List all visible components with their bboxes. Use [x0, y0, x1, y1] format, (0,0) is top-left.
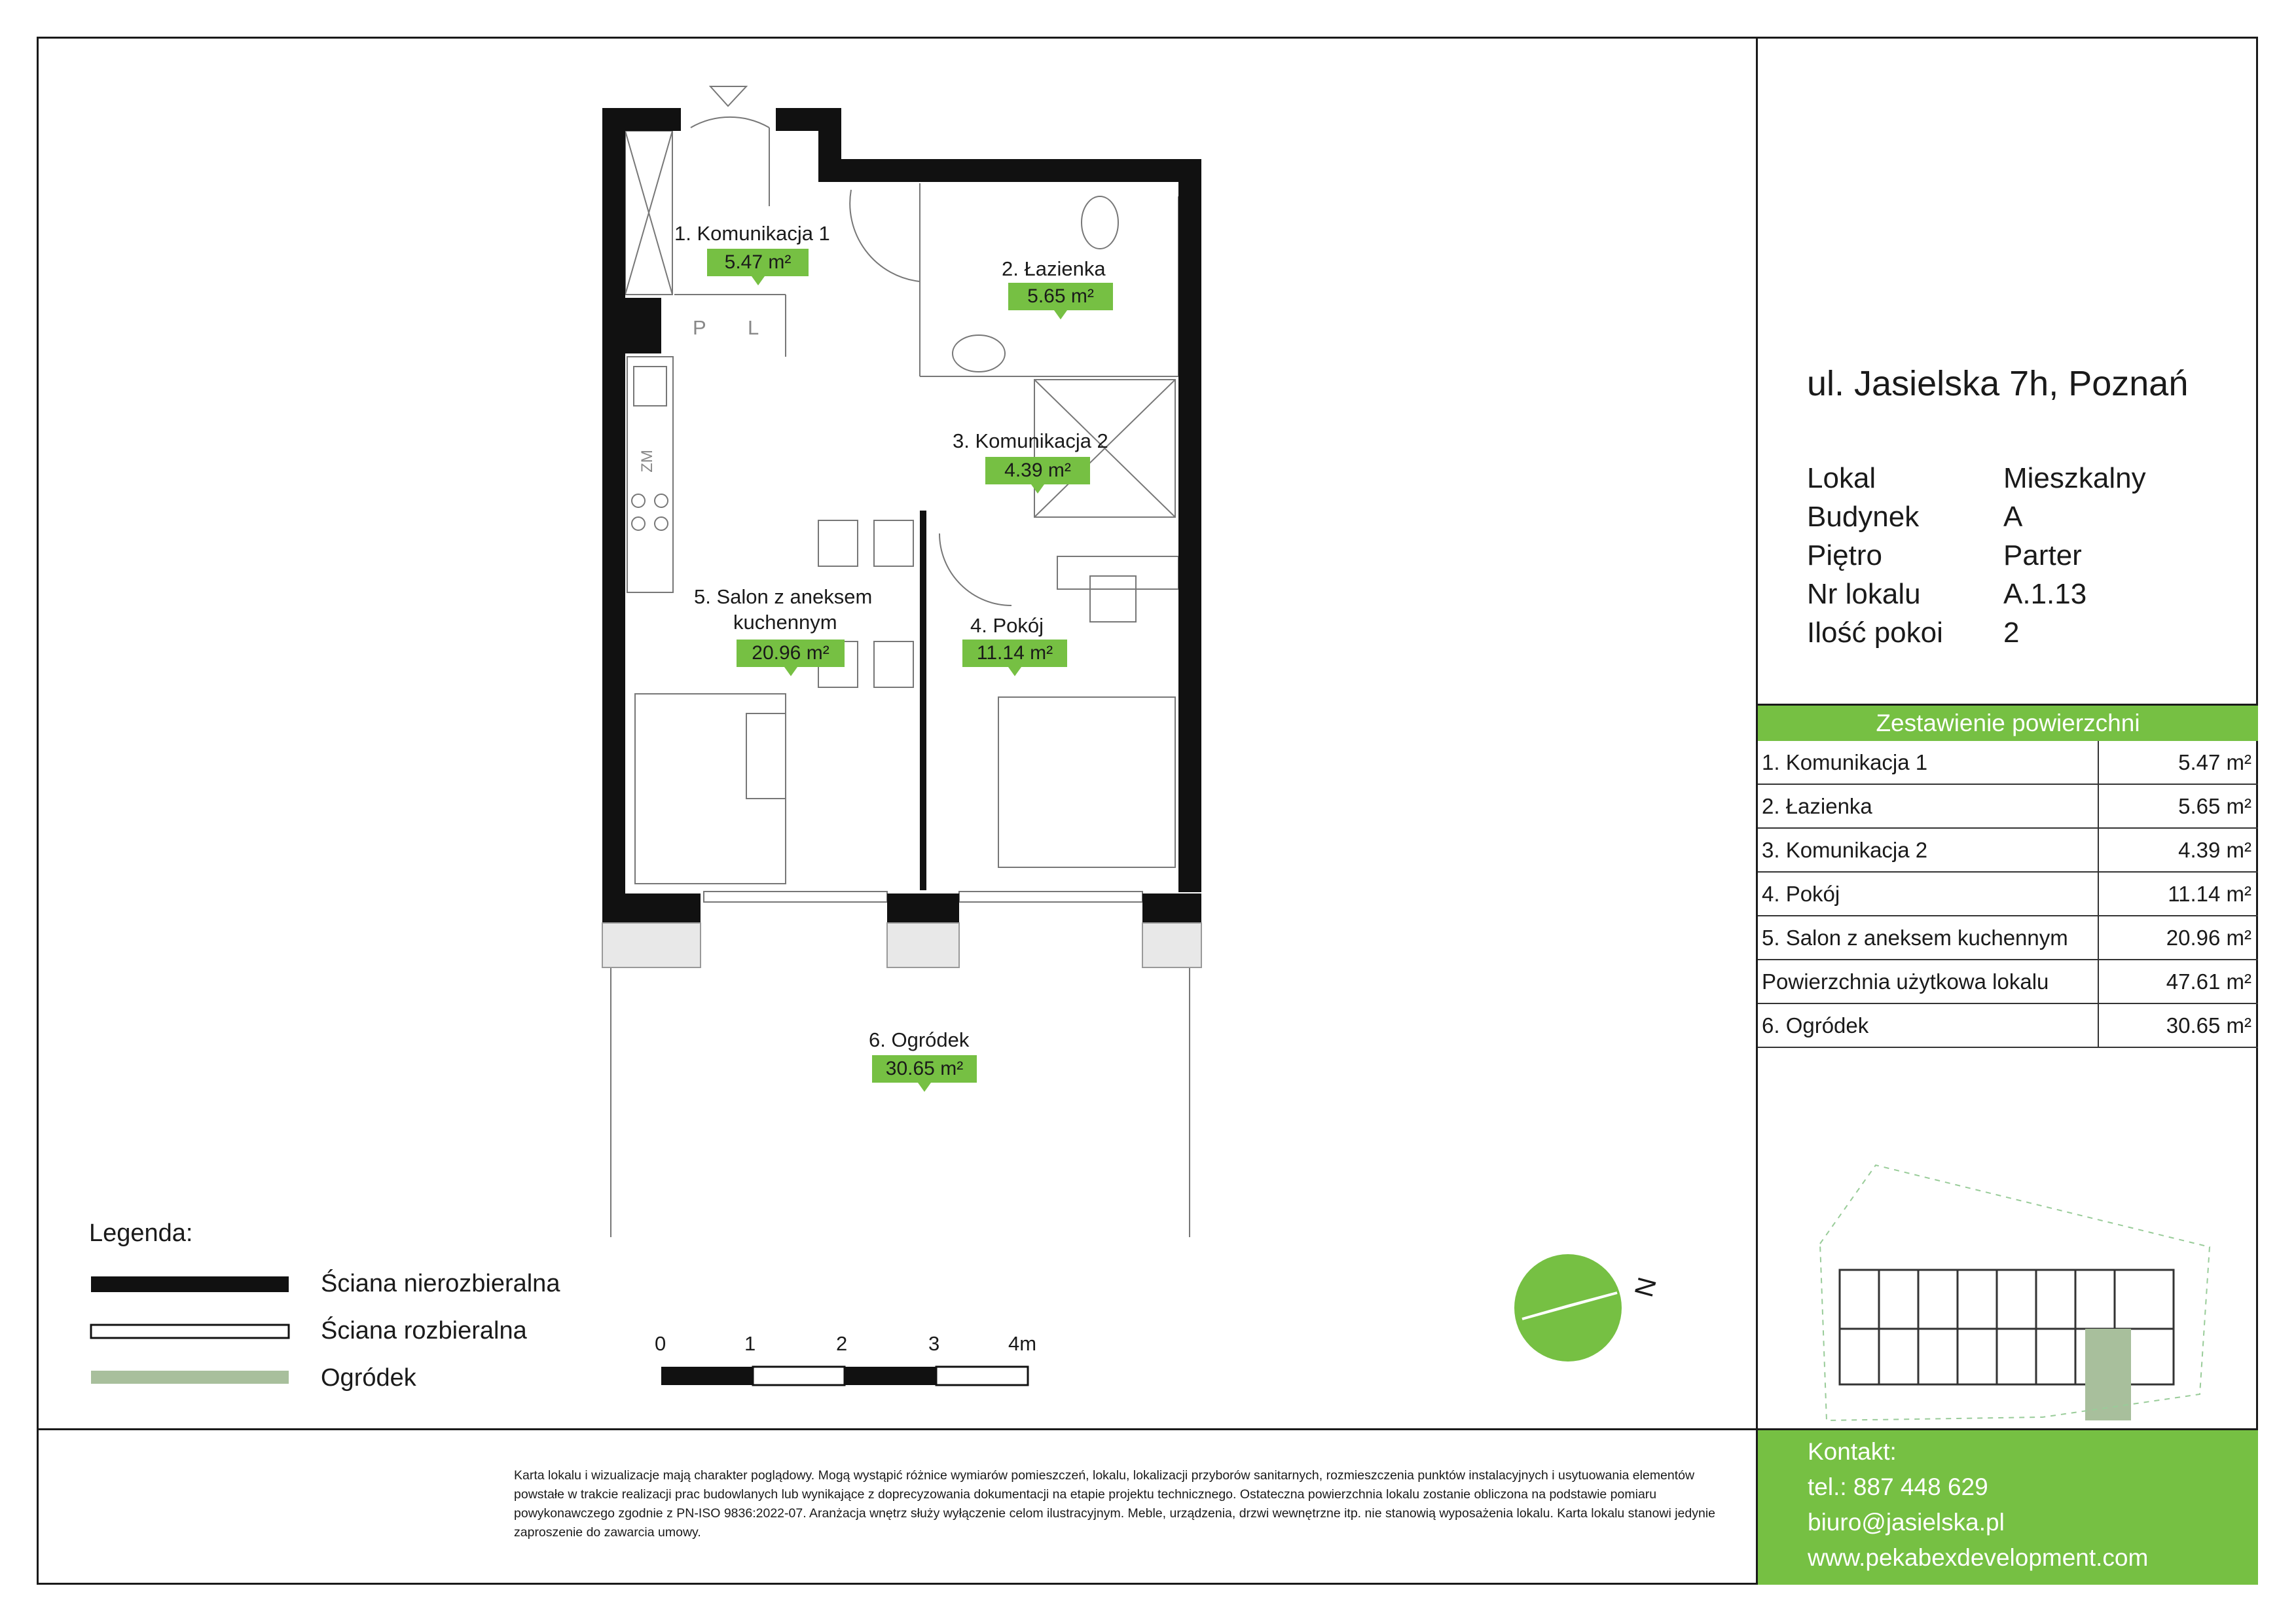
shaft	[619, 298, 661, 353]
info-value-budynek: A	[2003, 501, 2023, 533]
wall-bottom-left	[602, 893, 701, 923]
summary-row-name: Powierzchnia użytkowa lokalu	[1762, 969, 2049, 994]
info-label-ilosc-pokoi: Ilość pokoi	[1807, 617, 1943, 649]
summary-row	[1758, 960, 2258, 1004]
summary-row	[1758, 916, 2258, 960]
washbasin-icon	[953, 335, 1005, 372]
info-value-pietro: Parter	[2003, 539, 2082, 571]
summary-row-value: 5.65 m²	[2178, 794, 2251, 818]
scale-bar	[661, 1367, 1028, 1385]
wall-bottom-mid	[887, 893, 959, 923]
legend-item-garden: Ogródek	[321, 1364, 416, 1392]
summary-row-value: 20.96 m²	[2166, 926, 2251, 950]
contact-website[interactable]: www.pekabexdevelopment.com	[1808, 1544, 2149, 1571]
summary-row-name: 1. Komunikacja 1	[1762, 750, 1928, 774]
info-value-lokal: Mieszkalny	[2003, 462, 2146, 494]
room-area-ogrodek: 30.65 m²	[872, 1055, 977, 1083]
summary-row-value: 47.61 m²	[2166, 969, 2251, 994]
fixture-label-p: P	[693, 316, 706, 339]
fixture-label-zm: ZM	[638, 450, 656, 473]
scale-tick: 2	[836, 1332, 848, 1355]
scale-tick: 0	[655, 1332, 666, 1355]
summary-row-value: 4.39 m²	[2178, 838, 2251, 862]
room-area-salon: 20.96 m²	[737, 640, 845, 667]
scale-tick: 1	[744, 1332, 756, 1355]
room-label-salon-line1: 5. Salon z aneksem	[694, 585, 873, 608]
summary-row	[1758, 1004, 2258, 1048]
terrace-stone-right	[1142, 923, 1201, 967]
room-label-lazienka: 2. Łazienka	[1002, 257, 1106, 280]
scale-tick: 4m	[1008, 1332, 1037, 1355]
summary-row-value: 30.65 m²	[2166, 1013, 2251, 1038]
sofa	[635, 694, 786, 884]
info-label-pietro: Piętro	[1807, 539, 1882, 571]
room-area-pokoj: 11.14 m²	[962, 640, 1067, 667]
room-label-komunikacja-1: 1. Komunikacja 1	[674, 222, 830, 245]
site-key-plan	[1820, 1165, 2210, 1420]
room-label-komunikacja-2: 3. Komunikacja 2	[953, 429, 1108, 452]
summary-row-name: 6. Ogródek	[1762, 1013, 1869, 1038]
partition-wall	[920, 511, 926, 890]
scale-tick: 3	[928, 1332, 940, 1355]
summary-row-name: 2. Łazienka	[1762, 794, 1872, 818]
room-label-ogrodek: 6. Ogródek	[869, 1028, 970, 1051]
terrace-stone-left	[602, 923, 701, 967]
summary-title: Zestawienie powierzchni	[1758, 706, 2258, 741]
address: ul. Jasielska 7h, Poznań	[1807, 364, 2189, 403]
wall-right	[1178, 159, 1201, 892]
sink-icon	[634, 367, 666, 406]
info-value-nr-lokalu: A.1.13	[2003, 578, 2087, 610]
coffee-table	[746, 713, 786, 799]
room-label-pokoj: 4. Pokój	[970, 614, 1044, 637]
disclaimer: Karta lokalu i wizualizacje mają charakter poglądowy. Mogą wystąpić różnice wymiarów pomieszczeń, lokalu, lokalizacji przyborów sanitarnych, rozmieszczenia punktów instalacyjnych i usytuowania elementów powstałe w trakcie realizacji prac budowlanych lub wynikające z doprecyzowania dokumentacji na etapie projektu technicznego. Ostateczna powierzchnia lokalu zostanie obliczona na podstawie pomiaru powykonawczego zgodnie z PN-ISO 9836:2022-07. Aranżacja wnętrz służy wyłączenie celom ilustracyjnym. Meble, urządzenia, drzwi wewnętrzne itp. nie stanowią wyposażenia lokalu. Karta lokalu stanowi jedynie zaproszenie do zawarcia umowy.	[514, 1468, 1715, 1540]
fixture-label-l: L	[748, 316, 759, 339]
room-area-komunikacja-1: 5.47 m²	[707, 249, 809, 276]
north-label: N	[1629, 1274, 1662, 1301]
window-living	[704, 892, 887, 902]
summary-row-value: 11.14 m²	[2168, 882, 2251, 906]
desk	[1057, 556, 1178, 589]
info-value-ilosc-pokoi: 2	[2003, 617, 2020, 649]
room-door-swing	[939, 533, 1011, 605]
wall-notch	[818, 108, 841, 160]
info-label-budynek: Budynek	[1807, 501, 1920, 533]
contact-title: Kontakt:	[1808, 1438, 1897, 1465]
bed	[998, 697, 1175, 867]
window-bedroom	[959, 892, 1142, 902]
legend-swatch-structural	[91, 1276, 289, 1292]
wall-bottom-right	[1142, 893, 1201, 923]
room-area-lazienka: 5.65 m²	[1008, 283, 1113, 310]
compass-icon	[1514, 1254, 1622, 1362]
bathroom-door-swing	[850, 190, 920, 281]
wall-top-left	[602, 108, 681, 131]
summary-row	[1758, 741, 2258, 785]
summary-row-value: 5.47 m²	[2178, 750, 2251, 774]
summary-row-name: 4. Pokój	[1762, 882, 1840, 906]
toilet-icon	[1082, 196, 1118, 249]
info-label-lokal: Lokal	[1807, 462, 1876, 494]
summary-row-name: 3. Komunikacja 2	[1762, 838, 1928, 862]
entrance-marker	[710, 86, 746, 106]
wall-left	[602, 108, 625, 893]
room-area-komunikacja-2: 4.39 m²	[985, 457, 1090, 484]
room-label-salon-line2: kuchennym	[733, 611, 837, 634]
summary-row-name: 5. Salon z aneksem kuchennym	[1762, 926, 2068, 950]
summary-row	[1758, 829, 2258, 873]
legend-swatch-garden	[91, 1371, 289, 1384]
entrance-door-swing	[691, 117, 769, 128]
legend-swatch-partition	[91, 1325, 289, 1338]
info-label-nr-lokalu: Nr lokalu	[1807, 578, 1921, 610]
legend-item-structural: Ściana nierozbieralna	[321, 1270, 560, 1297]
legend-title: Legenda:	[89, 1219, 193, 1247]
legend-item-partition: Ściana rozbieralna	[321, 1317, 527, 1344]
contact-email[interactable]: biuro@jasielska.pl	[1808, 1509, 2005, 1536]
summary-row	[1758, 785, 2258, 829]
wall-top-right	[818, 159, 1201, 182]
terrace-stone-mid	[887, 923, 959, 967]
contact-phone[interactable]: tel.: 887 448 629	[1808, 1473, 1988, 1500]
desk-chair	[1090, 576, 1136, 622]
contact-box	[1758, 1430, 2258, 1585]
summary-row	[1758, 873, 2258, 916]
